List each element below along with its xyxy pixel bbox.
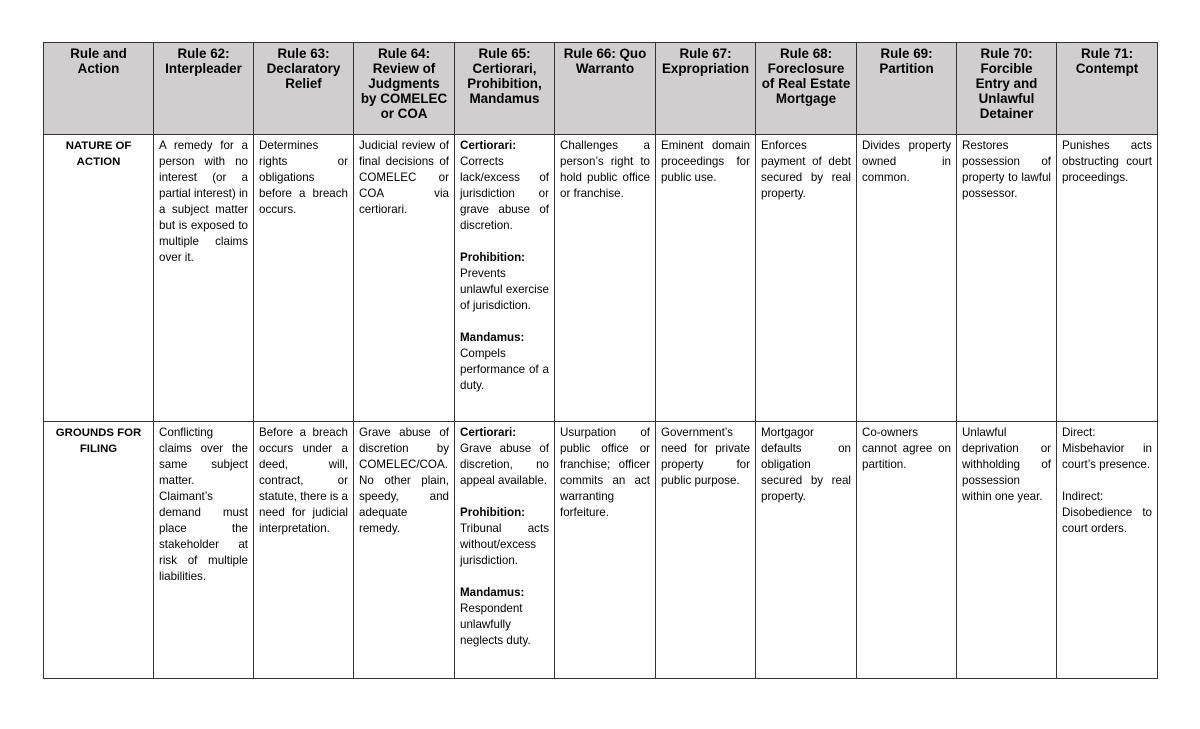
cell-grounds-rule-62: Conflicting claims over the same subject matter. Claimant’s demand must place the stakeholder at risk of multiple liabilities. xyxy=(154,422,254,679)
header-rule-63: Rule 63: Declaratory Relief xyxy=(254,43,354,135)
cell-nature-rule-65 xyxy=(455,135,555,422)
cell-grounds-rule-65 xyxy=(455,422,555,679)
grounds-mandamus xyxy=(460,585,549,649)
grounds-prohibition-label: Prohibition: xyxy=(460,506,526,519)
grounds-contempt-indirect: Indirect: Disobedience to court orders. xyxy=(1062,490,1152,535)
header-row xyxy=(44,43,1158,135)
header-rule-68: Rule 68: Foreclosure of Real Estate Mortgage xyxy=(756,43,857,135)
cell-nature-rule-63: Determines rights or obligations before a breach occurs. xyxy=(254,135,354,422)
row-label-nature: NATURE OF ACTION xyxy=(44,135,154,422)
header-rule-71: Rule 71: Contempt xyxy=(1057,43,1158,135)
grounds-prohibition xyxy=(460,505,549,569)
header-rule-66: Rule 66: Quo Warranto xyxy=(555,43,656,135)
header-rule-69: Rule 69: Partition xyxy=(857,43,957,135)
cell-nature-rule-66: Challenges a person’s right to hold public office or franchise. xyxy=(555,135,656,422)
cell-grounds-rule-64: Grave abuse of discretion by COMELEC/COA. No other plain, speedy, and adequate remedy. xyxy=(354,422,455,679)
table-row-grounds-for-filing xyxy=(44,422,1158,679)
cell-grounds-rule-63: Before a breach occurs under a deed, will, contract, or statute, there is a need for judicial interpretation. xyxy=(254,422,354,679)
cell-grounds-rule-69: Co-owners cannot agree on partition. xyxy=(857,422,957,679)
table-row-nature-of-action xyxy=(44,135,1158,422)
cell-grounds-rule-70: Unlawful deprivation or withholding of possession within one year. xyxy=(957,422,1057,679)
cell-grounds-rule-71 xyxy=(1057,422,1158,679)
header-rule-and-action: Rule and Action xyxy=(44,43,154,135)
grounds-mandamus-text: Respondent unlawfully neglects duty. xyxy=(460,602,531,647)
nature-certiorari-text: Corrects lack/excess of jurisdiction or grave abuse of discretion. xyxy=(460,155,549,232)
nature-mandamus-label: Mandamus: xyxy=(460,331,525,344)
cell-nature-rule-67: Eminent domain proceedings for public use. xyxy=(656,135,756,422)
grounds-certiorari-label: Certiorari: xyxy=(460,426,517,439)
cell-nature-rule-68: Enforces payment of debt secured by real property. xyxy=(756,135,857,422)
row-label-grounds: GROUNDS FOR FILING xyxy=(44,422,154,679)
rules-comparison-table xyxy=(43,42,1158,679)
header-rule-62: Rule 62: Interpleader xyxy=(154,43,254,135)
cell-grounds-rule-68: Mortgagor defaults on obligation secured by real property. xyxy=(756,422,857,679)
cell-grounds-rule-66: Usurpation of public office or franchise; officer commits an act warranting forfeiture. xyxy=(555,422,656,679)
grounds-prohibition-text: Tribunal acts without/excess jurisdiction. xyxy=(460,522,549,567)
grounds-certiorari-text: Grave abuse of discretion, no appeal available. xyxy=(460,442,549,487)
grounds-contempt-direct: Direct: Misbehavior in court’s presence. xyxy=(1062,426,1152,471)
nature-certiorari-label: Certiorari: xyxy=(460,139,517,152)
header-rule-67: Rule 67: Expropriation xyxy=(656,43,756,135)
cell-nature-rule-64: Judicial review of final decisions of COMELEC or COA via certiorari. xyxy=(354,135,455,422)
cell-nature-rule-69: Divides property owned in common. xyxy=(857,135,957,422)
nature-certiorari xyxy=(460,138,549,234)
header-rule-70: Rule 70: Forcible Entry and Unlawful Detainer xyxy=(957,43,1057,135)
nature-mandamus xyxy=(460,330,549,394)
cell-nature-rule-62: A remedy for a person with no interest (or a partial interest) in a subject matter but is exposed to multiple claims over it. xyxy=(154,135,254,422)
grounds-mandamus-label: Mandamus: xyxy=(460,586,525,599)
header-rule-64: Rule 64: Review of Judgments by COMELEC or COA xyxy=(354,43,455,135)
nature-mandamus-text: Compels performance of a duty. xyxy=(460,347,549,392)
cell-nature-rule-71: Punishes acts obstructing court proceedings. xyxy=(1057,135,1158,422)
nature-prohibition xyxy=(460,250,549,314)
cell-nature-rule-70: Restores possession of property to lawful possessor. xyxy=(957,135,1057,422)
grounds-certiorari xyxy=(460,425,549,489)
header-rule-65: Rule 65: Certiorari, Prohibition, Mandamus xyxy=(455,43,555,135)
nature-prohibition-label: Prohibition: xyxy=(460,251,526,264)
cell-grounds-rule-67: Government’s need for private property for public purpose. xyxy=(656,422,756,679)
nature-prohibition-text: Prevents unlawful exercise of jurisdiction. xyxy=(460,267,549,312)
